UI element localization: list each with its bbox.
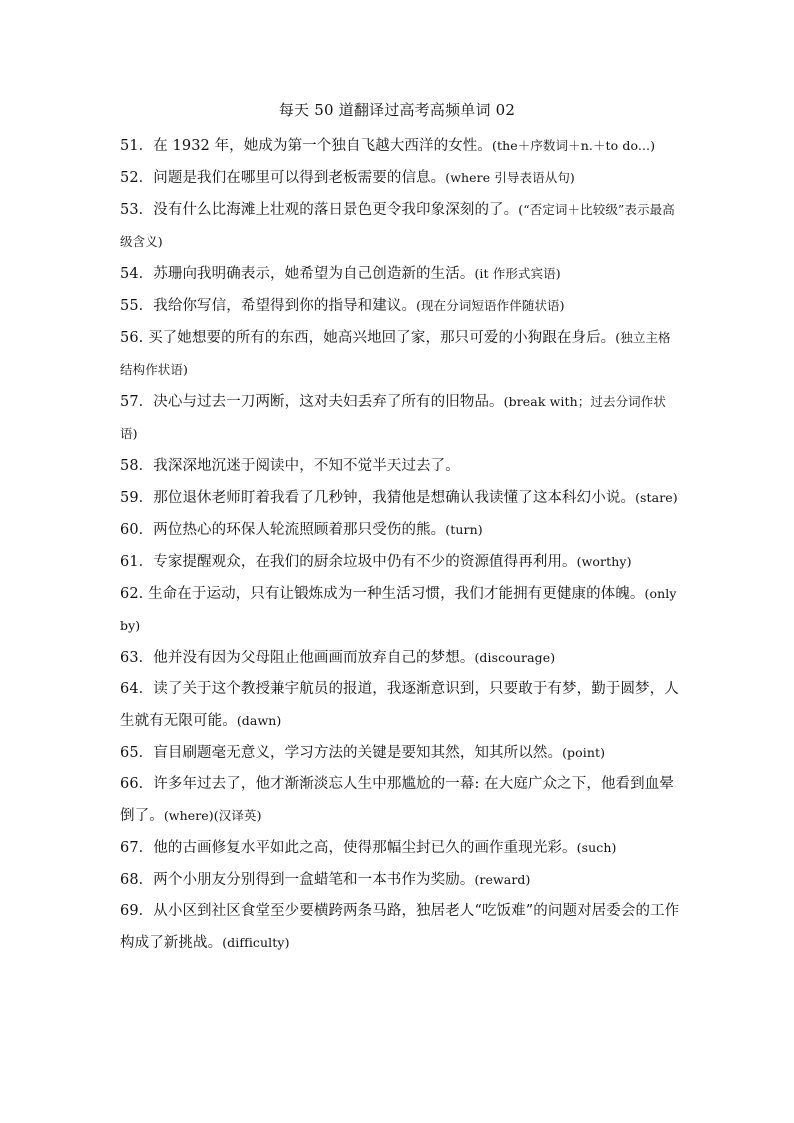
question-item [120,258,680,290]
question-text: 64．读了关于这个教授兼宇航员的报道，我逐渐意识到，只要敢于有梦，勤于圆梦，人生就有无限可能。 [120,681,679,729]
question-item [120,832,680,864]
question-hint: (difficulty) [222,935,290,950]
question-item [120,642,680,674]
question-item [120,130,680,162]
question-item [120,386,680,450]
question-text: 63．他并没有因为父母阻止他画画而放弃自己的梦想。 [120,650,475,666]
question-hint: (it 作形式宾语) [474,266,561,281]
question-item [120,578,680,642]
question-text: 60．两位热心的环保人轮流照顾着那只受伤的熊。 [120,522,446,538]
question-text: 65．盲目刷题毫无意义，学习方法的关键是要知其然，知其所以然。 [120,745,563,761]
question-hint: (dawn) [236,713,282,728]
question-text: 68．两个小朋友分别得到一盒蜡笔和一本书作为奖励。 [120,872,475,888]
question-text: 54．苏珊向我明确表示，她希望为自己创造新的生活。 [120,266,475,282]
question-text: 62. 生命在于运动，只有让锻炼成为一种生活习惯，我们才能拥有更健康的体魄。 [120,586,645,602]
question-hint: (where 引导表语从句) [445,170,575,185]
question-hint: (break with；过去分词作状语) [120,394,666,441]
question-item [120,514,680,546]
question-hint: (such) [576,840,617,855]
question-item [120,769,680,832]
question-text: 61．专家提醒观众，在我们的厨余垃圾中仍有不少的资源值得再利用。 [120,554,577,570]
question-text: 53．没有什么比海滩上壮观的落日景色更令我印象深刻的了。 [120,202,519,218]
question-hint: (独立主格结构作状语) [120,330,671,377]
question-text: 67．他的古画修复水平如此之高，使得那幅尘封已久的画作重现光彩。 [120,840,577,856]
question-item [120,290,680,322]
question-item [120,162,680,194]
question-hint: (only by) [120,586,677,633]
question-item [120,674,680,737]
question-text: 66．许多年过去了，他才渐渐淡忘人生中那尴尬的一幕: 在大庭广众之下，他看到血晕倒了。 [120,776,674,824]
question-text: 52．问题是我们在哪里可以得到老板需要的信息。 [120,170,446,186]
question-hint: (stare) [635,490,678,505]
question-hint: (现在分词短语作伴随状语) [416,298,565,313]
question-list [120,130,680,959]
question-item [120,737,680,769]
question-item [120,896,680,959]
question-hint: (where)(汉译英) [163,808,262,823]
question-hint: (turn) [445,522,483,537]
question-item [120,322,680,386]
question-hint: (worthy) [576,554,632,569]
question-text: 56. 买了她想要的所有的东西，她高兴地回了家，那只可爱的小狗跟在身后。 [120,330,616,346]
question-item [120,482,680,514]
question-text: 58．我深深地沉迷于阅读中，不知不觉半天过去了。 [120,458,460,474]
question-item [120,194,680,258]
question-hint: (discourage) [474,650,556,665]
question-hint: (the＋序数词＋n.＋to do...) [491,138,656,153]
question-hint: (“否定词＋比较级”表示最高级含义) [120,202,675,249]
question-text: 59．那位退休老师盯着我看了几秒钟，我猜他是想确认我读懂了这本科幻小说。 [120,490,636,506]
question-text: 69．从小区到社区食堂至少要横跨两条马路，独居老人“吃饭难”的问题对居委会的工作构成了新挑战。 [120,903,680,951]
question-item [120,546,680,578]
question-hint: (point) [562,745,606,760]
question-text: 57．决心与过去一刀两断，这对夫妇丢弃了所有的旧物品。 [120,394,504,410]
question-text: 55．我给你写信，希望得到你的指导和建议。 [120,298,417,314]
question-item [120,450,680,482]
question-text: 51．在 1932 年，她成为第一个独自飞越大西洋的女性。 [120,138,492,154]
question-item [120,864,680,896]
question-hint: (reward) [474,872,531,887]
document-title: 每天 50 道翻译过高考高频单词 02 [278,101,516,119]
